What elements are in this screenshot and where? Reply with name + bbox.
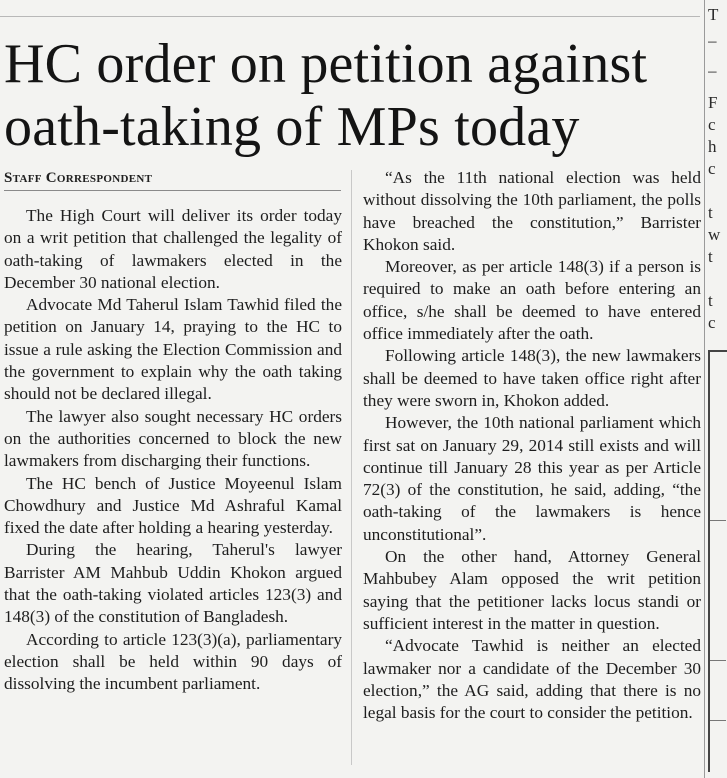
byline: Staff Correspondent bbox=[4, 170, 341, 191]
paragraph: The lawyer also sought necessary HC orders on the authorities concerned to block the new lawmakers from discharging their functions. bbox=[4, 406, 342, 471]
adjacent-column-fragment bbox=[708, 30, 727, 52]
paragraph: Following article 148(3), the new lawmakers shall be deemed to have taken office right after they were sworn in, Khokon added. bbox=[363, 346, 701, 410]
fragment-text: h bbox=[708, 137, 717, 156]
paragraph: “As the 11th national election was held without dissolving the 10th parliament, the polls have breached the constitution,” Barrister Khokon said. bbox=[363, 168, 701, 254]
fragment-text: c bbox=[708, 159, 716, 178]
adjacent-column-fragment bbox=[708, 4, 727, 26]
fragment-text: F bbox=[708, 93, 718, 112]
column-gutter bbox=[351, 170, 352, 765]
adjacent-rule bbox=[710, 720, 726, 721]
fragment-text: – bbox=[708, 31, 717, 50]
fragment-text: – bbox=[708, 61, 717, 80]
paragraph: However, the 10th national parliament which first sat on January 29, 2014 still exists and will continue till January 28 this year as per Article 72(3) of the constitution, he said, adding, “the oath-taking of the lawmakers is hence unconstitutional”. bbox=[363, 413, 701, 544]
paragraph: During the hearing, Taherul's lawyer Barrister AM Mahbub Uddin Khokon argued that the oath-taking violated articles 123(3) and 148(3) of the constitution of Bangladesh. bbox=[4, 540, 342, 627]
fragment-text: T bbox=[708, 5, 719, 24]
paragraph: According to article 123(3)(a), parliamentary election shall be held within 90 days of dissolving the incumbent parliament. bbox=[4, 629, 342, 694]
paragraph: The HC bench of Justice Moyeenul Islam Chowdhury and Justice Md Ashraful Kamal fixed the date after holding a hearing yesterday. bbox=[4, 473, 342, 538]
article-column-right bbox=[363, 167, 701, 724]
byline-block bbox=[4, 170, 341, 191]
paragraph: On the other hand, Attorney General Mahbubey Alam opposed the writ petition saying that the petitioner lacks locus standi or sufficient interest in the matter in question. bbox=[363, 547, 701, 633]
fragment-text bbox=[708, 180, 727, 202]
adjacent-rule bbox=[710, 660, 726, 661]
adjacent-column-fragment bbox=[708, 60, 727, 82]
column-rule bbox=[704, 0, 705, 778]
fragment-text bbox=[708, 268, 727, 290]
fragment-text: t bbox=[708, 203, 713, 222]
paragraph: The High Court will deliver its order today on a writ petition that challenged the legality of oath-taking of lawmakers elected in the December 30 national election. bbox=[4, 206, 342, 292]
paragraph: Advocate Md Taherul Islam Tawhid filed the petition on January 14, praying to the HC to issue a rule asking the Election Commission and the government to explain why the oath taking should not be declared illegal. bbox=[4, 295, 342, 404]
adjacent-box-border bbox=[708, 350, 727, 772]
paragraph: “Advocate Tawhid is neither an elected lawmaker nor a candidate of the December 30 election,” the AG said, adding that there is no legal basis for the court to consider the petition. bbox=[363, 636, 701, 723]
article-column-left bbox=[4, 205, 342, 696]
adjacent-rule bbox=[710, 520, 726, 521]
fragment-text: c bbox=[708, 313, 716, 332]
fragment-text: c bbox=[708, 115, 716, 134]
fragment-text: t bbox=[708, 247, 713, 266]
headline: HC order on petition against oath-taking of MPs today bbox=[4, 33, 648, 158]
adjacent-column-fragments bbox=[708, 92, 727, 334]
fragment-text: t bbox=[708, 291, 713, 310]
top-rule bbox=[0, 16, 700, 17]
paragraph: Moreover, as per article 148(3) if a person is required to make an oath before entering an office, s/he shall be deemed to have entered office immediately after the oath. bbox=[363, 257, 701, 344]
fragment-text: w bbox=[708, 225, 721, 244]
